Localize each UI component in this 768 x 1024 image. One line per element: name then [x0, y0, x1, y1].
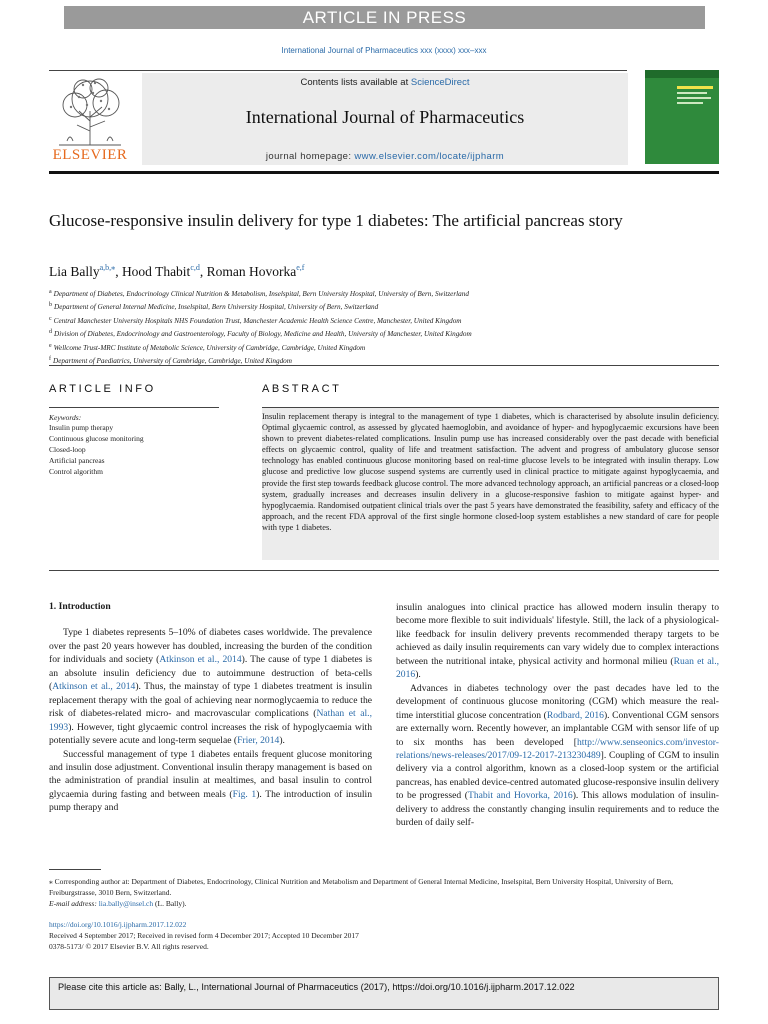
body-column-left	[49, 600, 372, 815]
body-column-right	[396, 601, 719, 830]
keywords-list	[49, 422, 144, 477]
author-name: Lia Bally	[49, 264, 100, 279]
affiliation-mark: c	[49, 315, 52, 322]
contents-available-line	[142, 77, 628, 88]
elsevier-tree-icon	[49, 75, 131, 147]
affiliation-mark: f	[49, 356, 51, 363]
citation-text: Please cite this article as: Bally, L., International Journal of Pharmaceutics (2017), https://doi.org/10.1016/j.ijpharm.2017.12.022	[58, 982, 575, 992]
citation-link[interactable]: Nathan et al., 1993	[49, 708, 372, 733]
affiliation-text: Department of General Internal Medicine, Inselspital, Bern University Hospital, University of Bern, Switzerland	[54, 303, 379, 312]
body-text: ). Conventional CGM sensors are externally worn. Recently however, an implantable CGM with sensor life of up to six months has been developed [	[396, 709, 719, 748]
section-divider	[49, 570, 719, 571]
issn-copyright: 0378-5173/ © 2017 Elsevier B.V. All rights reserved.	[49, 942, 209, 951]
article-info-heading: ARTICLE INFO	[49, 383, 156, 395]
affiliation-mark: d	[49, 329, 52, 336]
affiliation-item	[49, 327, 729, 340]
external-url-link[interactable]: http://www.senseonics.com/investor-relations/news-releases/2017/09-12-2017-213230489	[396, 736, 719, 761]
body-text: ). The introduction of insulin pump therapy and	[49, 788, 372, 814]
sciencedirect-link[interactable]: ScienceDirect	[410, 77, 470, 88]
corresponding-author-text: ⁎ Corresponding author at: Department of Diabetes, Endocrinology, Clinical Nutrition and Metabolism and Department of General Internal Medicine, Inselspital, Bern University Hospital, University of Bern, Freiburgstrasse, 3010 Bern, Switzerland.	[49, 877, 673, 897]
body-text: ). This allows modulation of insulin-delivery to address the constantly changing insulin requirements and to reduce the burden of daily self-	[396, 790, 720, 829]
body-paragraph	[49, 748, 372, 815]
affiliation-mark: a	[49, 289, 52, 295]
affiliation-text: Division of Diabetes, Endocrinology and Gastroenterology, Faculty of Biology, Medicine and Health, University of Manchester, United Kingdom	[54, 330, 472, 339]
journal-homepage-line	[142, 151, 628, 162]
citation-link[interactable]: Rodbard, 2016	[546, 709, 604, 721]
header-top-rule	[49, 70, 627, 71]
author-list: Lia Bally$^{a,b,⁎}$, Hood Thabit$^{c,d}$, Roman Hovorka$^{e,f}$	[49, 263, 305, 279]
affiliation-item	[49, 314, 729, 327]
author-affiliation-marks[interactable]: e,f	[296, 263, 305, 272]
elsevier-wordmark: ELSEVIER	[52, 147, 128, 163]
email-link[interactable]: lia.bally@insel.ch	[98, 899, 154, 908]
citation-box	[49, 977, 719, 1010]
keyword-item: Control algorithm	[49, 467, 103, 476]
body-text: Successful management of type 1 diabetes entails frequent glucose monitoring and insulin dose adjustment. Conventional insulin therapy management is based on the administration of prandial insulin at mealtimes, and basal insulin to control glycaemia during fasting and between meals (	[49, 748, 372, 800]
section-heading: 1. Introduction	[49, 601, 111, 612]
footnote-rule	[49, 869, 101, 870]
keyword-item: Continuous glucose monitoring	[49, 434, 144, 443]
abstract-box	[262, 408, 719, 560]
article-in-press-banner: ARTICLE IN PRESS	[64, 6, 705, 29]
author-name: Hood Thabit	[121, 264, 191, 279]
body-text: ). However, tight glycaemic control increases the risk of hypoglycaemia with potentially severe acute and long-term sequelae (	[49, 721, 372, 747]
affiliation-text: Department of Diabetes, Endocrinology Clinical Nutrition & Metabolism, Inselspital, Bern University Hospital, University of Bern, Switzerland	[53, 290, 469, 298]
affiliation-item	[49, 287, 729, 300]
homepage-link[interactable]: www.elsevier.com/locate/ijpharm	[354, 151, 505, 162]
affiliation-item	[49, 341, 729, 354]
journal-cover-thumbnail[interactable]	[645, 70, 719, 164]
doi-link[interactable]: https://doi.org/10.1016/j.ijpharm.2017.12.022	[49, 920, 187, 929]
affiliation-mark: b	[49, 302, 52, 309]
body-text: ). Thus, the mainstay of type 1 diabetes treatment is insulin replacement therapy with the goal of achieving near normoglycaemia to reduce the risk of diabetes-related micro- and macrovascular complications (	[49, 681, 372, 720]
cover-title-stripe	[677, 86, 713, 89]
article-title: Glucose-responsive insulin delivery for type 1 diabetes: The artificial pancreas story	[49, 211, 623, 230]
abstract-heading: ABSTRACT	[262, 383, 342, 395]
keyword-item: Artificial pancreas	[49, 456, 105, 465]
figure-link[interactable]: Fig. 1	[232, 788, 257, 800]
contents-prefix: Contents lists available at	[300, 77, 411, 88]
affiliation-text: Wellcome Trust-MRC Institute of Metabolic Science, University of Cambridge, Cambridge, United Kingdom	[53, 343, 366, 352]
journal-name: International Journal of Pharmaceutics	[245, 107, 525, 127]
cover-band	[645, 70, 719, 78]
abstract-text: Insulin replacement therapy is integral to the management of type 1 diabetes, which is characterised by absolute insulin deficiency. Optimal glycaemic control, as assessed by glycated haemoglobin, and avoidance of hyper- and hypoglycaemic excursions have been shown to prevent diabetes-related complications. Insulin pump use has increased considerably over the past decade with beneficial effects on glycaemic control, quality of life and treatment satisfaction. The advent and progress of ambulatory glucose sensor technology has enabled continuous glucose monitoring based on real-time glucose levels to be integrated with insulin therapy. Low glucose and predictive low glucose suspend systems are currently used in clinical practice to mitigate against hypoglycaemia, and provide the first step towards feedback glucose control. The more advanced technology approach, an artificial pancreas or a closed-loop system, gradually increases and decreases insulin delivery in a glucose-responsive fashion to mitigate against hyper- and hypoglycaemia. Randomised outpatient clinical trials over the past 5 years have demonstrated the feasibility, safety and efficacy of the approach, and the recent FDA approval of the first single hormone closed-loop system establishes a new standard of care for people with type 1 diabetes.	[262, 412, 719, 532]
affiliation-mark: e	[49, 342, 52, 349]
keyword-item: Closed-loop	[49, 445, 86, 454]
body-text: ).	[279, 735, 285, 747]
cover-line	[677, 102, 703, 104]
affiliations	[49, 287, 729, 367]
author-name: Roman Hovorka	[206, 264, 297, 279]
body-text: ).	[415, 669, 421, 681]
affiliation-item	[49, 300, 729, 313]
citation-link[interactable]: Thabit and Hovorka, 2016	[467, 790, 573, 802]
citation-link[interactable]: Atkinson et al., 2014	[159, 654, 242, 666]
received-dates: Received 4 September 2017; Received in revised form 4 December 2017; Accepted 10 December 2017	[49, 931, 359, 940]
homepage-prefix: journal homepage:	[265, 151, 355, 162]
body-text: insulin analogues into clinical practice has allowed modern insulin therapy to become more flexible to suit individuals' lifestyle. Still, the lack of a physiological-like feedback for insulin delivery prevents recommended therapy targets to be achieved as daily insulin requirements can vary widely due to complex interactions between the nutritional intake, physical activity and hormonal milieu (	[396, 602, 719, 667]
corresponding-author-footnote	[49, 876, 719, 909]
affiliation-text: Department of Paediatrics, University of Cambridge, Cambridge, United Kingdom	[53, 357, 292, 366]
body-paragraph	[49, 626, 372, 747]
body-text: Advances in diabetes technology over the past decades have led to the development of continuous glucose monitoring (CGM) which measure the real-time interstitial glucose concentration (	[396, 682, 719, 721]
affiliation-text: Central Manchester University Hospitals NHS Foundation Trust, Manchester Academic Health Science Centre, Manchester, United Kingdom	[53, 316, 462, 325]
section-divider	[49, 365, 719, 366]
cover-line	[677, 97, 711, 99]
email-line	[49, 898, 719, 909]
citation-link[interactable]: Atkinson et al., 2014	[52, 681, 136, 693]
author-affiliation-marks[interactable]: c,d	[190, 263, 200, 272]
body-text: ]. Coupling of CGM to insulin delivery via a control algorithm, known as a closed-loop system or the artificial pancreas, has enabled device-centred automated glucose-responsive insulin delivery to be progressed (	[396, 749, 719, 802]
header-bottom-rule	[49, 171, 719, 174]
keyword-item: Insulin pump therapy	[49, 423, 114, 432]
author-affiliation-marks[interactable]: a,b,⁎	[99, 263, 116, 272]
body-text: ). The cause of type 1 diabetes is an absolute insulin deficiency due to autoimmune destruction of beta-cells (	[49, 654, 372, 693]
body-text: Type 1 diabetes represents 5–10% of diabetes cases worldwide. The prevalence over the past 20 years however has doubled, increasing the burden of the condition for individuals and society (	[49, 627, 372, 666]
body-paragraph	[396, 682, 719, 830]
keywords-label: Keywords:	[49, 413, 82, 422]
journal-header-box	[142, 73, 628, 165]
journal-reference[interactable]: International Journal of Pharmaceutics xxx (xxxx) xxx–xxx	[281, 46, 487, 55]
citation-link[interactable]: Frier, 2014	[237, 735, 280, 747]
elsevier-logo	[49, 75, 131, 163]
email-suffix: (L. Bally).	[153, 899, 187, 908]
cover-line	[677, 92, 707, 94]
body-paragraph	[396, 601, 719, 682]
citation-link[interactable]: Ruan et al., 2016	[396, 655, 719, 681]
email-label: E-mail address:	[49, 899, 97, 908]
article-info-rule	[49, 407, 219, 408]
